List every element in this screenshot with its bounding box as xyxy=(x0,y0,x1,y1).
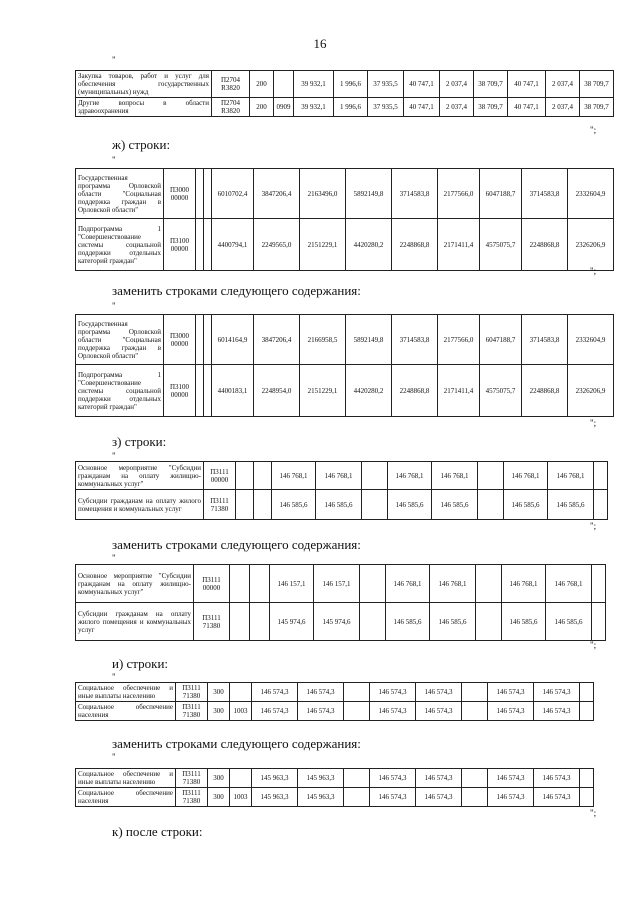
value-cell: 2151229,1 xyxy=(300,365,346,417)
value-cell xyxy=(196,365,204,417)
table-zh-old xyxy=(75,168,614,271)
value-cell: 37 935,5 xyxy=(368,98,404,117)
code-cell: П2704 R3820 xyxy=(212,71,250,98)
value-cell: 2166958,5 xyxy=(300,315,346,365)
value-cell xyxy=(344,788,370,807)
code-cell: П3111 71380 xyxy=(194,603,230,641)
value-cell: 146 768,1 xyxy=(388,462,432,490)
table-row xyxy=(76,98,614,117)
value-cell: 146 574,3 xyxy=(488,788,534,807)
quote-open: " xyxy=(112,451,116,461)
row-name-cell: Социальное обеспечение и иные выплаты населению xyxy=(76,683,176,702)
quote-close: "; xyxy=(590,640,597,650)
value-cell: 40 747,1 xyxy=(404,71,440,98)
table-row xyxy=(76,788,594,807)
value-cell: 146 574,3 xyxy=(416,702,462,721)
value-cell: 146 574,3 xyxy=(534,788,580,807)
value-cell xyxy=(204,219,212,271)
code-cell: П3111 00000 xyxy=(194,565,230,603)
table-row xyxy=(76,565,606,603)
value-cell xyxy=(230,565,250,603)
value-cell: 4420280,2 xyxy=(346,365,392,417)
value-cell: 145 963,3 xyxy=(298,788,344,807)
value-cell xyxy=(462,683,488,702)
code-cell: П3111 00000 xyxy=(204,462,236,490)
value-cell: 146 574,3 xyxy=(370,683,416,702)
value-cell xyxy=(462,702,488,721)
row-name-cell: Основное мероприятие "Субсидии гражданам на оплату жилищно-коммунальных услуг" xyxy=(76,462,204,490)
value-cell: 146 768,1 xyxy=(546,565,592,603)
value-cell xyxy=(362,462,388,490)
row-name-cell: Социальное обеспечение населения xyxy=(76,788,176,807)
value-cell: 40 747,1 xyxy=(404,98,440,117)
quote-open: " xyxy=(112,752,116,762)
value-cell: 2326206,9 xyxy=(568,219,614,271)
quote-close: "; xyxy=(590,808,597,818)
value-cell xyxy=(250,565,270,603)
value-cell: 2332604,9 xyxy=(568,315,614,365)
row-name-cell: Подпрограмма 1 "Совершенствование системы социальной поддержки отдельных категорий граждан" xyxy=(76,365,164,417)
code-cell: П3111 71380 xyxy=(176,788,208,807)
value-cell: 146 585,6 xyxy=(548,490,594,520)
value-cell: 3847206,4 xyxy=(254,315,300,365)
value-cell: 4400183,1 xyxy=(212,365,254,417)
value-cell: 146 574,3 xyxy=(370,769,416,788)
value-cell: 300 xyxy=(208,683,230,702)
value-cell: 146 585,6 xyxy=(502,603,546,641)
value-cell: 146 768,1 xyxy=(316,462,362,490)
value-cell xyxy=(476,603,502,641)
value-cell xyxy=(594,490,608,520)
value-cell: 300 xyxy=(208,702,230,721)
table-row xyxy=(76,490,608,520)
value-cell: 146 768,1 xyxy=(272,462,316,490)
value-cell: 1 996,6 xyxy=(334,71,368,98)
table-row xyxy=(76,71,614,98)
value-cell: 146 574,3 xyxy=(488,683,534,702)
value-cell: 2248868,8 xyxy=(392,219,438,271)
value-cell: 146 585,6 xyxy=(432,490,478,520)
value-cell: 38 709,7 xyxy=(580,71,614,98)
code-cell: П2704 R3820 xyxy=(212,98,250,117)
value-cell: 2 037,4 xyxy=(440,98,474,117)
value-cell: 39 932,1 xyxy=(294,98,334,117)
value-cell: 2249565,0 xyxy=(254,219,300,271)
section-z-label: з) строки: xyxy=(112,434,167,449)
value-cell xyxy=(594,462,608,490)
value-cell: 146 574,3 xyxy=(416,769,462,788)
value-cell: 146 574,3 xyxy=(252,702,298,721)
value-cell: 2248868,8 xyxy=(392,365,438,417)
value-cell: 146 574,3 xyxy=(252,683,298,702)
table-row xyxy=(76,702,594,721)
value-cell xyxy=(254,462,272,490)
value-cell: 39 932,1 xyxy=(294,71,334,98)
value-cell: 5892149,8 xyxy=(346,315,392,365)
value-cell xyxy=(344,702,370,721)
value-cell: 146 768,1 xyxy=(502,565,546,603)
value-cell: 4420280,2 xyxy=(346,219,392,271)
value-cell: 2163496,0 xyxy=(300,169,346,219)
value-cell: 146 574,3 xyxy=(534,769,580,788)
table-row xyxy=(76,365,614,417)
value-cell: 146 157,1 xyxy=(314,565,360,603)
table-i-new xyxy=(75,768,594,807)
value-cell: 146 574,3 xyxy=(416,788,462,807)
row-name-cell: Другие вопросы в области здравоохранения xyxy=(76,98,212,117)
section-z-replace-label: заменить строками следующего содержания: xyxy=(112,537,361,552)
table-row xyxy=(76,219,614,271)
value-cell: 3714583,8 xyxy=(522,169,568,219)
value-cell: 146 574,3 xyxy=(298,702,344,721)
table-row xyxy=(76,683,594,702)
value-cell: 200 xyxy=(250,71,274,98)
value-cell xyxy=(476,565,502,603)
code-cell: П3000 00000 xyxy=(164,315,196,365)
value-cell: 300 xyxy=(208,769,230,788)
value-cell: 2171411,4 xyxy=(438,219,480,271)
value-cell: 200 xyxy=(250,98,274,117)
table-zh-new xyxy=(75,314,614,417)
row-name-cell: Субсидии гражданам на оплату жилого помещения и коммунальных услуг xyxy=(76,603,194,641)
table-row xyxy=(76,169,614,219)
row-name-cell: Подпрограмма 1 "Совершенствование системы социальной поддержки отдельных категорий граждан" xyxy=(76,219,164,271)
value-cell: 5892149,8 xyxy=(346,169,392,219)
value-cell xyxy=(592,603,606,641)
value-cell: 2248868,8 xyxy=(522,219,568,271)
value-cell: 1 996,6 xyxy=(334,98,368,117)
quote-open: " xyxy=(112,301,116,311)
value-cell xyxy=(230,603,250,641)
value-cell: 2 037,4 xyxy=(546,98,580,117)
value-cell: 146 768,1 xyxy=(430,565,476,603)
quote-close: "; xyxy=(590,418,597,428)
table-top xyxy=(75,70,614,117)
section-zh-replace-label: заменить строками следующего содержания: xyxy=(112,283,361,298)
code-cell: П3000 00000 xyxy=(164,169,196,219)
value-cell xyxy=(478,490,504,520)
value-cell xyxy=(360,603,386,641)
table-z-old xyxy=(75,461,608,520)
value-cell xyxy=(592,565,606,603)
value-cell xyxy=(236,462,254,490)
value-cell: 146 574,3 xyxy=(298,683,344,702)
value-cell: 0909 xyxy=(274,98,294,117)
value-cell: 1003 xyxy=(230,788,252,807)
value-cell: 146 768,1 xyxy=(432,462,478,490)
quote-close: "; xyxy=(590,521,597,531)
value-cell: 2177566,0 xyxy=(438,315,480,365)
value-cell xyxy=(274,71,294,98)
row-name-cell: Социальное обеспечение населения xyxy=(76,702,176,721)
value-cell: 146 585,6 xyxy=(272,490,316,520)
section-k-label: к) после строки: xyxy=(112,824,203,839)
value-cell: 40 747,1 xyxy=(508,98,546,117)
value-cell: 146 768,1 xyxy=(548,462,594,490)
value-cell: 37 935,5 xyxy=(368,71,404,98)
value-cell xyxy=(236,490,254,520)
code-cell: П3111 71380 xyxy=(176,683,208,702)
value-cell xyxy=(580,769,594,788)
value-cell: 145 963,3 xyxy=(298,769,344,788)
value-cell: 145 974,6 xyxy=(270,603,314,641)
value-cell: 145 974,6 xyxy=(314,603,360,641)
row-name-cell: Закупка товаров, работ и услуг для обеспечения государственных (муниципальных) нужд xyxy=(76,71,212,98)
table-row xyxy=(76,603,606,641)
value-cell: 146 574,3 xyxy=(416,683,462,702)
value-cell: 146 157,1 xyxy=(270,565,314,603)
section-i-replace-label: заменить строками следующего содержания: xyxy=(112,736,361,751)
value-cell: 2177566,0 xyxy=(438,169,480,219)
value-cell: 1003 xyxy=(230,702,252,721)
section-i-label: и) строки: xyxy=(112,656,169,671)
value-cell: 146 585,6 xyxy=(386,603,430,641)
value-cell: 146 768,1 xyxy=(504,462,548,490)
value-cell xyxy=(478,462,504,490)
table-i-old xyxy=(75,682,594,721)
value-cell xyxy=(196,219,204,271)
value-cell: 6047188,7 xyxy=(480,169,522,219)
value-cell: 146 574,3 xyxy=(370,702,416,721)
value-cell xyxy=(362,490,388,520)
quote-open: " xyxy=(112,155,116,165)
value-cell xyxy=(580,683,594,702)
table-row xyxy=(76,462,608,490)
value-cell: 2171411,4 xyxy=(438,365,480,417)
value-cell: 40 747,1 xyxy=(508,71,546,98)
table-row xyxy=(76,315,614,365)
value-cell: 3714583,8 xyxy=(392,315,438,365)
value-cell xyxy=(196,315,204,365)
value-cell: 146 585,6 xyxy=(430,603,476,641)
value-cell: 6010702,4 xyxy=(212,169,254,219)
value-cell xyxy=(254,490,272,520)
value-cell: 2326206,9 xyxy=(568,365,614,417)
section-zh-label: ж) строки: xyxy=(112,137,171,152)
value-cell: 146 585,6 xyxy=(316,490,362,520)
value-cell: 2332604,9 xyxy=(568,169,614,219)
value-cell xyxy=(344,769,370,788)
value-cell: 146 574,3 xyxy=(488,702,534,721)
quote-open: " xyxy=(112,672,116,682)
value-cell xyxy=(344,683,370,702)
value-cell xyxy=(462,769,488,788)
value-cell xyxy=(230,683,252,702)
value-cell xyxy=(462,788,488,807)
quote-open: " xyxy=(112,553,116,563)
value-cell xyxy=(204,365,212,417)
value-cell: 38 709,7 xyxy=(580,98,614,117)
quote-close: "; xyxy=(590,266,597,276)
value-cell: 3847206,4 xyxy=(254,169,300,219)
quote-open: " xyxy=(112,55,116,65)
value-cell: 6047188,7 xyxy=(480,315,522,365)
value-cell xyxy=(580,788,594,807)
value-cell: 3714583,8 xyxy=(522,315,568,365)
value-cell: 2248868,8 xyxy=(522,365,568,417)
value-cell xyxy=(580,702,594,721)
value-cell: 4575075,7 xyxy=(480,219,522,271)
value-cell: 6014164,9 xyxy=(212,315,254,365)
value-cell: 38 709,7 xyxy=(474,98,508,117)
value-cell: 2151229,1 xyxy=(300,219,346,271)
value-cell: 146 768,1 xyxy=(386,565,430,603)
row-name-cell: Основное мероприятие "Субсидии гражданам на оплату жилищно-коммунальных услуг" xyxy=(76,565,194,603)
value-cell: 146 574,3 xyxy=(488,769,534,788)
value-cell: 2248954,0 xyxy=(254,365,300,417)
code-cell: П3100 00000 xyxy=(164,219,196,271)
value-cell xyxy=(230,769,252,788)
row-name-cell: Государственная программа Орловской области "Социальная поддержка граждан в Орловской области" xyxy=(76,169,164,219)
value-cell xyxy=(204,169,212,219)
value-cell: 2 037,4 xyxy=(440,71,474,98)
row-name-cell: Субсидии гражданам на оплату жилого помещения и коммунальных услуг xyxy=(76,490,204,520)
code-cell: П3100 00000 xyxy=(164,365,196,417)
value-cell xyxy=(360,565,386,603)
value-cell: 3714583,8 xyxy=(392,169,438,219)
code-cell: П3111 71380 xyxy=(176,702,208,721)
value-cell: 38 709,7 xyxy=(474,71,508,98)
value-cell xyxy=(250,603,270,641)
value-cell: 145 963,3 xyxy=(252,788,298,807)
quote-close: "; xyxy=(590,125,597,135)
value-cell: 146 574,3 xyxy=(370,788,416,807)
value-cell: 146 574,3 xyxy=(534,702,580,721)
value-cell: 4575075,7 xyxy=(480,365,522,417)
code-cell: П3111 71380 xyxy=(204,490,236,520)
value-cell: 146 574,3 xyxy=(534,683,580,702)
value-cell: 300 xyxy=(208,788,230,807)
value-cell: 146 585,6 xyxy=(546,603,592,641)
value-cell: 2 037,4 xyxy=(546,71,580,98)
table-row xyxy=(76,769,594,788)
value-cell xyxy=(196,169,204,219)
value-cell: 146 585,6 xyxy=(504,490,548,520)
table-z-new xyxy=(75,564,606,641)
value-cell: 4400794,1 xyxy=(212,219,254,271)
value-cell: 146 585,6 xyxy=(388,490,432,520)
row-name-cell: Социальное обеспечение и иные выплаты населению xyxy=(76,769,176,788)
row-name-cell: Государственная программа Орловской области "Социальная поддержка граждан в Орловской области" xyxy=(76,315,164,365)
value-cell: 145 963,3 xyxy=(252,769,298,788)
code-cell: П3111 71380 xyxy=(176,769,208,788)
page-number: 16 xyxy=(313,36,327,51)
value-cell xyxy=(204,315,212,365)
